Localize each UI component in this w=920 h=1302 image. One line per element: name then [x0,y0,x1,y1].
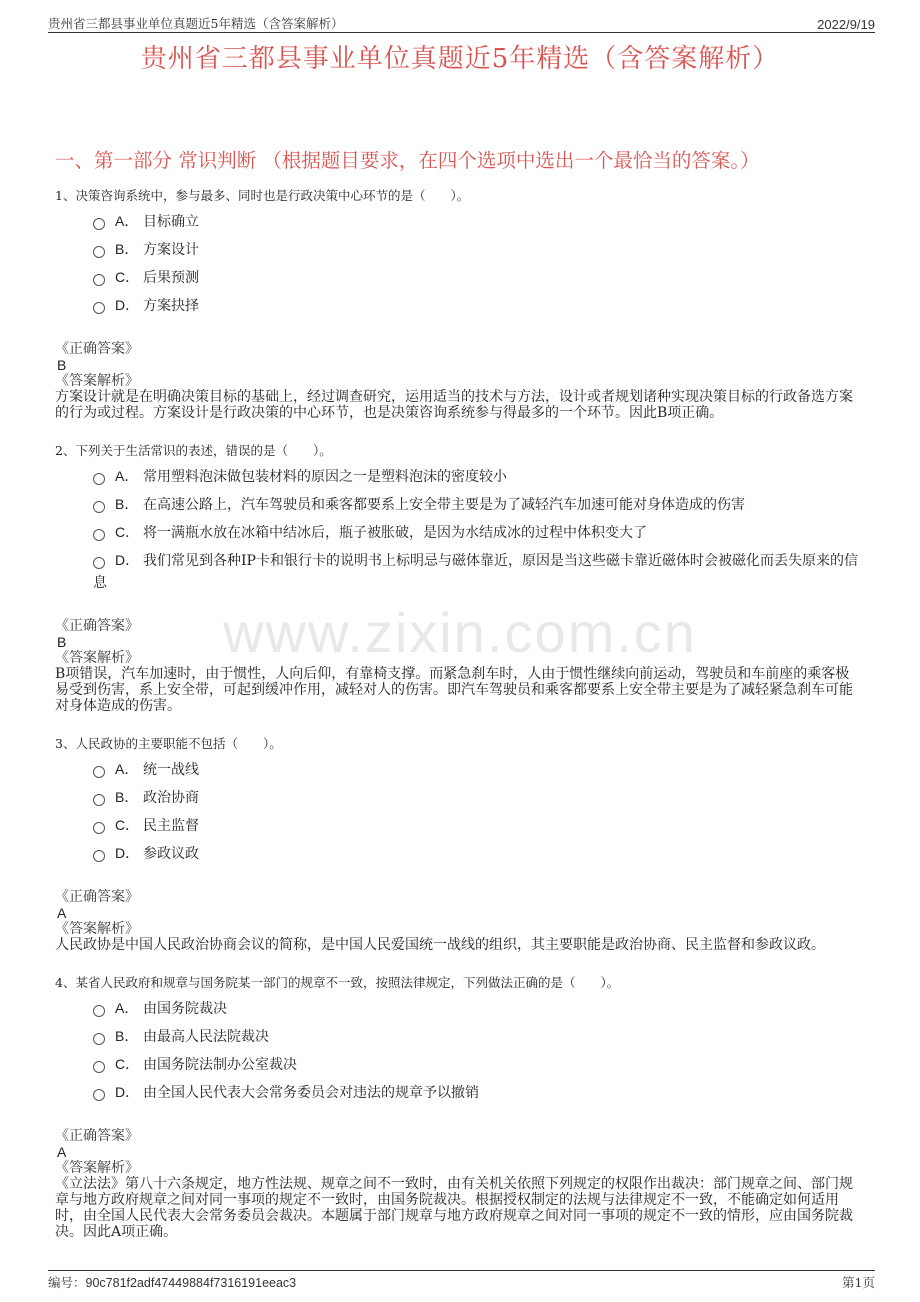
question-stem: 4、某省人民政府和规章与国务院某一部门的规章不一致，按照法律规定，下列做法正确的是（ ）。 [55,975,620,990]
option-letter: A． [115,761,139,777]
document-title: 贵州省三都县事业单位真题近5年精选（含答案解析） [140,44,780,74]
question-list [55,186,863,1240]
option-b[interactable] [93,1025,863,1048]
answer-label: 《正确答案》 [55,341,139,357]
option-list [55,465,863,594]
option-list [55,758,863,865]
option-a[interactable] [93,210,863,233]
radio-icon[interactable] [93,766,105,778]
answer-value: A [57,1144,67,1160]
option-letter: C． [115,817,140,833]
footer-code: 90c781f2adf47449884f7316191eeac3 [85,1276,297,1290]
option-text: 由全国人民代表大会常务委员会对违法的规章予以撤销 [143,1085,479,1101]
radio-icon[interactable] [93,1089,105,1101]
option-text: 民主监督 [143,818,199,834]
option-text: 参政议政 [143,846,199,862]
option-b[interactable] [93,786,863,809]
question-stem: 3、人民政协的主要职能不包括（ ）。 [55,736,282,751]
answer-value: A [57,905,67,921]
radio-icon[interactable] [93,501,105,513]
analysis-label: 《答案解析》 [55,1160,139,1176]
option-text: 将一满瓶水放在冰箱中结冰后，瓶子被胀破，是因为水结成冰的过程中体积变大了 [143,525,647,541]
option-b[interactable] [93,238,863,261]
option-text: 由最高人民法院裁决 [143,1029,269,1045]
option-text: 在高速公路上，汽车驾驶员和乘客都要系上安全带主要是为了减轻汽车加速可能对身体造成的伤害 [143,497,745,513]
option-text: 由国务院法制办公室裁决 [143,1057,297,1073]
option-list [55,210,863,317]
option-letter: C． [115,269,140,285]
option-b[interactable] [93,493,863,516]
answer-block [55,1128,863,1240]
option-c[interactable] [93,1053,863,1076]
option-letter: B． [115,789,139,805]
option-c[interactable] [93,814,863,837]
option-a[interactable] [93,465,863,488]
radio-icon[interactable] [93,218,105,230]
option-text: 目标确立 [143,214,199,230]
section-heading: 一、第一部分 常识判断 （根据题目要求，在四个选项中选出一个最恰当的答案。） [55,149,760,172]
footer-code-label: 编号： [48,1275,86,1290]
option-text: 由国务院裁决 [143,1001,227,1017]
radio-icon[interactable] [93,529,105,541]
option-d[interactable] [93,842,863,865]
option-letter: C． [115,524,140,540]
question-stem: 2、下列关于生活常识的表述，错误的是（ ）。 [55,443,332,458]
option-c[interactable] [93,521,863,544]
option-text: 方案设计 [143,242,199,258]
radio-icon[interactable] [93,274,105,286]
option-letter: D． [115,552,140,568]
answer-block [55,618,863,714]
footer-code-group [48,1273,296,1291]
option-c[interactable] [93,266,863,289]
answer-block [55,341,863,421]
radio-icon[interactable] [93,850,105,862]
watermark: www.zixin.com.cn [223,601,697,664]
option-text: 政治协商 [143,790,199,806]
analysis-text: 《立法法》第八十六条规定，地方性法规、规章之间不一致时，由有关机关依照下列规定的权限作出裁决：部门规章之间、部门规章与地方政府规章之间对同一事项的规定不一致时，由国务院裁决。根据授权制定的法规与法律规定不一致，不能确定如何适用时，由全国人民代表大会常务委员会裁决。本题属于部门规章与地方政府规章之间对同一事项的规定不一致的情形，应由国务院裁决。因此A项正确。 [55,1176,853,1240]
radio-icon[interactable] [93,1033,105,1045]
option-letter: B． [115,241,139,257]
answer-label: 《正确答案》 [55,618,139,634]
option-letter: A． [115,213,139,229]
option-letter: A． [115,1000,139,1016]
answer-label: 《正确答案》 [55,889,139,905]
header-doc-title: 贵州省三都县事业单位真题近5年精选（含答案解析） [48,16,344,31]
page-footer [48,1270,875,1291]
radio-icon[interactable] [93,794,105,806]
radio-icon[interactable] [93,557,105,569]
option-letter: D． [115,845,140,861]
question-2 [55,441,863,714]
radio-icon[interactable] [93,302,105,314]
radio-icon[interactable] [93,1061,105,1073]
question-3 [55,734,863,953]
analysis-label: 《答案解析》 [55,373,139,389]
answer-value: B [57,634,67,650]
radio-icon[interactable] [93,1005,105,1017]
option-d[interactable] [93,294,863,317]
option-text: 后果预测 [143,270,199,286]
header-date: 2022/9/19 [817,17,875,32]
option-text: 统一战线 [143,762,199,778]
analysis-label: 《答案解析》 [55,921,139,937]
option-text: 我们常见到各种IP卡和银行卡的说明书上标明忌与磁体靠近，原因是当这些磁卡靠近磁体时会被磁化而丢失原来的信息 [93,553,858,591]
question-1 [55,186,863,421]
option-d[interactable] [93,549,863,594]
analysis-text: 方案设计就是在明确决策目标的基础上，经过调查研究，运用适当的技术与方法，设计或者规划诸种实现决策目标的行政备选方案的行为或过程。方案设计是行政决策的中心环节，也是决策咨询系统参与得最多的一个环节。因此B项正确。 [55,389,853,421]
option-letter: B． [115,1028,139,1044]
analysis-label: 《答案解析》 [55,650,139,666]
analysis-text: 人民政协是中国人民政治协商会议的简称，是中国人民爱国统一战线的组织，其主要职能是政治协商、民主监督和参政议政。 [55,937,825,953]
question-4 [55,973,863,1240]
radio-icon[interactable] [93,473,105,485]
option-letter: C． [115,1056,140,1072]
option-a[interactable] [93,997,863,1020]
option-a[interactable] [93,758,863,781]
page-number: 第1页 [842,1275,875,1290]
analysis-text: B项错误，汽车加速时，由于惯性，人向后仰，有靠椅支撑。而紧急刹车时，人由于惯性继续向前运动，驾驶员和车前座的乘客极易受到伤害，系上安全带，可起到缓冲作用，减轻对人的伤害。即汽车驾驶员和乘客都要系上安全带主要是为了减轻紧急刹车可能对身体造成的伤害。 [55,666,853,714]
option-list [55,997,863,1104]
question-stem: 1、决策咨询系统中，参与最多、同时也是行政决策中心环节的是（ ）。 [55,188,470,203]
answer-label: 《正确答案》 [55,1128,139,1144]
answer-block [55,889,863,953]
option-letter: D． [115,1084,140,1100]
option-text: 常用塑料泡沫做包装材料的原因之一是塑料泡沫的密度较小 [143,469,507,485]
radio-icon[interactable] [93,246,105,258]
option-d[interactable] [93,1081,863,1104]
option-text: 方案抉择 [143,298,199,314]
option-letter: A． [115,468,139,484]
page-header [48,12,875,33]
answer-value: B [57,357,67,373]
option-letter: B． [115,496,139,512]
option-letter: D． [115,297,140,313]
radio-icon[interactable] [93,822,105,834]
